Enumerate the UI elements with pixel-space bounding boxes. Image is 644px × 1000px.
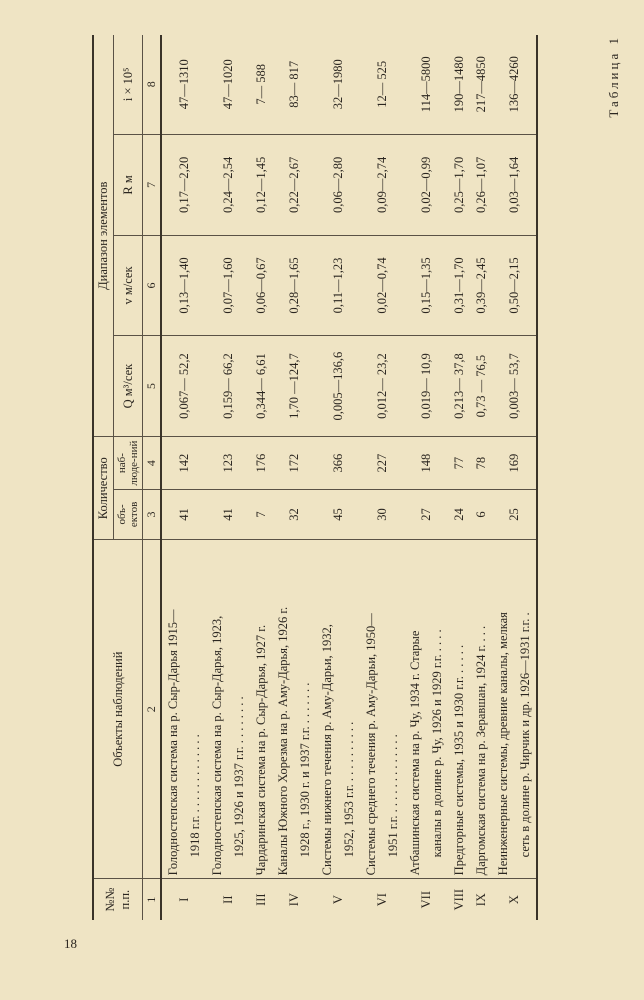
table-row (250, 35, 272, 920)
row-observations-count: 366 (316, 437, 360, 489)
table-container (92, 35, 538, 920)
row-observations-count: 78 (470, 437, 492, 489)
colnum-2: 2 (143, 540, 162, 879)
row-object (206, 540, 250, 879)
row-object (470, 540, 492, 879)
row-i-range: 7— 588 (250, 35, 272, 134)
row-number: III (250, 879, 272, 920)
row-object-line2: сеть в долине р. Чирчик и др. 1926—1931 г.г. . (518, 612, 532, 858)
header-num: №№ п.п. (93, 879, 143, 920)
row-v-range: 0,31—1,70 (448, 236, 470, 336)
row-r-range: 0,06—2,80 (316, 134, 360, 236)
row-q-range: 0,005—136,6 (316, 335, 360, 437)
row-objects-count: 30 (360, 489, 404, 539)
colnum-1: 1 (143, 879, 162, 920)
table-row (448, 35, 470, 920)
row-r-range: 0,25—1,70 (448, 134, 470, 236)
row-v-range: 0,13—1,40 (161, 236, 206, 336)
row-v-range: 0,02—0,74 (360, 236, 404, 336)
row-number: VIII (448, 879, 470, 920)
header-i: i × 10⁵ (114, 35, 143, 134)
row-number: IV (272, 879, 316, 920)
header-v: v м/сек (114, 236, 143, 336)
colnum-8: 8 (143, 35, 162, 134)
row-number: IX (470, 879, 492, 920)
row-object (316, 540, 360, 879)
row-object-line2: 1951 г.г. . . . . . . . . . . . . . (386, 734, 400, 858)
table-row (161, 35, 206, 920)
row-i-range: 217—4850 (470, 35, 492, 134)
row-v-range: 0,50—2,15 (492, 236, 537, 336)
row-observations-count: 77 (448, 437, 470, 489)
row-observations-count: 227 (360, 437, 404, 489)
table-row (492, 35, 537, 920)
row-r-range: 0,22—2,67 (272, 134, 316, 236)
row-v-range: 0,28—1,65 (272, 236, 316, 336)
row-number: II (206, 879, 250, 920)
row-v-range: 0,06—0,67 (250, 236, 272, 336)
table-row (404, 35, 448, 920)
row-i-range: 47—1310 (161, 35, 206, 134)
row-object-line1: Неинженерные системы, древние каналы, мелкая (496, 612, 510, 876)
header-count-group: Количество (93, 437, 114, 540)
row-object-line2: 1952, 1953 г.г. . . . . . . . . . . (342, 721, 356, 858)
table-row (470, 35, 492, 920)
colnum-7: 7 (143, 134, 162, 236)
table-row (360, 35, 404, 920)
row-object-line1: Голодностепская система на р. Сыр-Дарья, 1923, (210, 615, 224, 876)
row-r-range: 0,02—0,99 (404, 134, 448, 236)
header-r: R м (114, 134, 143, 236)
header-count-observations: наб-люде-ний (114, 437, 143, 489)
row-v-range: 0,07—1,60 (206, 236, 250, 336)
header-count-objects: объ-ектов (114, 489, 143, 539)
row-q-range: 0,067— 52,2 (161, 335, 206, 437)
row-v-range: 0,39—2,45 (470, 236, 492, 336)
row-r-range: 0,09—2,74 (360, 134, 404, 236)
row-q-range: 0,213— 37,8 (448, 335, 470, 437)
row-r-range: 0,12—1,45 (250, 134, 272, 236)
row-q-range: 1,70 —124,7 (272, 335, 316, 437)
row-objects-count: 27 (404, 489, 448, 539)
row-i-range: 83— 817 (272, 35, 316, 134)
row-r-range: 0,03—1,64 (492, 134, 537, 236)
row-object (250, 540, 272, 879)
row-object-line1: Атбашинская система на р. Чу, 1934 г. Старые (408, 630, 422, 876)
row-objects-count: 32 (272, 489, 316, 539)
header-range-group: Диапазон элементов (93, 35, 114, 437)
row-i-range: 12— 525 (360, 35, 404, 134)
row-object-line2: 1925, 1926 и 1937 г.г. . . . . . . . . (232, 696, 246, 858)
row-r-range: 0,26—1,07 (470, 134, 492, 236)
row-i-range: 47—1020 (206, 35, 250, 134)
row-objects-count: 24 (448, 489, 470, 539)
row-number: X (492, 879, 537, 920)
row-objects-count: 6 (470, 489, 492, 539)
row-object (404, 540, 448, 879)
row-object (272, 540, 316, 879)
row-objects-count: 41 (206, 489, 250, 539)
row-number: VI (360, 879, 404, 920)
row-number: V (316, 879, 360, 920)
row-object (360, 540, 404, 879)
row-q-range: 0,159— 66,2 (206, 335, 250, 437)
row-r-range: 0,17—2,20 (161, 134, 206, 236)
row-observations-count: 142 (161, 437, 206, 489)
row-objects-count: 45 (316, 489, 360, 539)
header-q: Q м³/сек (114, 335, 143, 437)
row-object-line1: Предгорные системы, 1935 и 1930 г.г. . . . . . (452, 644, 466, 876)
row-object-line1: Системы нижнего течения р. Аму-Дарьи, 1932, (320, 624, 334, 876)
row-i-range: 190—1480 (448, 35, 470, 134)
row-object-line1: Системы среднего течения р. Аму-Дарьи, 1950— (364, 613, 378, 876)
row-q-range: 0,003— 53,7 (492, 335, 537, 437)
row-object (448, 540, 470, 879)
page-number: 18 (64, 936, 77, 951)
row-object-line2: 1918 г.г. . . . . . . . . . . . . . (188, 734, 202, 858)
row-observations-count: 148 (404, 437, 448, 489)
row-object-line1: Чардаринская система на р. Сыр-Дарья, 1927 г. (254, 624, 268, 876)
row-object-line1: Каналы Южного Хорезма на р. Аму-Дарья, 1926 г. (276, 606, 290, 876)
header-objects: Объекты наблюдений (93, 540, 143, 879)
row-object (161, 540, 206, 879)
table-row (316, 35, 360, 920)
row-q-range: 0,344— 6,61 (250, 335, 272, 437)
row-observations-count: 169 (492, 437, 537, 489)
row-number: I (161, 879, 206, 920)
row-observations-count: 123 (206, 437, 250, 489)
row-number: VII (404, 879, 448, 920)
table-title: Таблица 1 (606, 35, 621, 118)
row-objects-count: 7 (250, 489, 272, 539)
row-observations-count: 176 (250, 437, 272, 489)
row-object (492, 540, 537, 879)
row-observations-count: 172 (272, 437, 316, 489)
row-q-range: 0,012— 23,2 (360, 335, 404, 437)
row-object-line1: Даргомская система на р. Зеравшан, 1924 г. . . . (474, 625, 488, 876)
row-object-line2: каналы в долине р. Чу, 1926 и 1929 г.г. . . . . (430, 629, 444, 858)
row-r-range: 0,24—2,54 (206, 134, 250, 236)
row-i-range: 32—1980 (316, 35, 360, 134)
colnum-4: 4 (143, 437, 162, 489)
data-table (92, 35, 538, 920)
row-i-range: 136—4260 (492, 35, 537, 134)
row-v-range: 0,11—1,23 (316, 236, 360, 336)
table-row (206, 35, 250, 920)
row-v-range: 0,15—1,35 (404, 236, 448, 336)
row-object-line2: 1928 г., 1930 г. и 1937 г.г. . . . . . . . (298, 682, 312, 858)
row-objects-count: 41 (161, 489, 206, 539)
row-objects-count: 25 (492, 489, 537, 539)
colnum-5: 5 (143, 335, 162, 437)
row-q-range: 0,73 — 76,5 (470, 335, 492, 437)
colnum-6: 6 (143, 236, 162, 336)
table-row (272, 35, 316, 920)
row-q-range: 0,019— 10,9 (404, 335, 448, 437)
row-object-line1: Голодностепская система на р. Сыр-Дарья 1915— (166, 609, 180, 876)
row-i-range: 114—5800 (404, 35, 448, 134)
colnum-3: 3 (143, 489, 162, 539)
